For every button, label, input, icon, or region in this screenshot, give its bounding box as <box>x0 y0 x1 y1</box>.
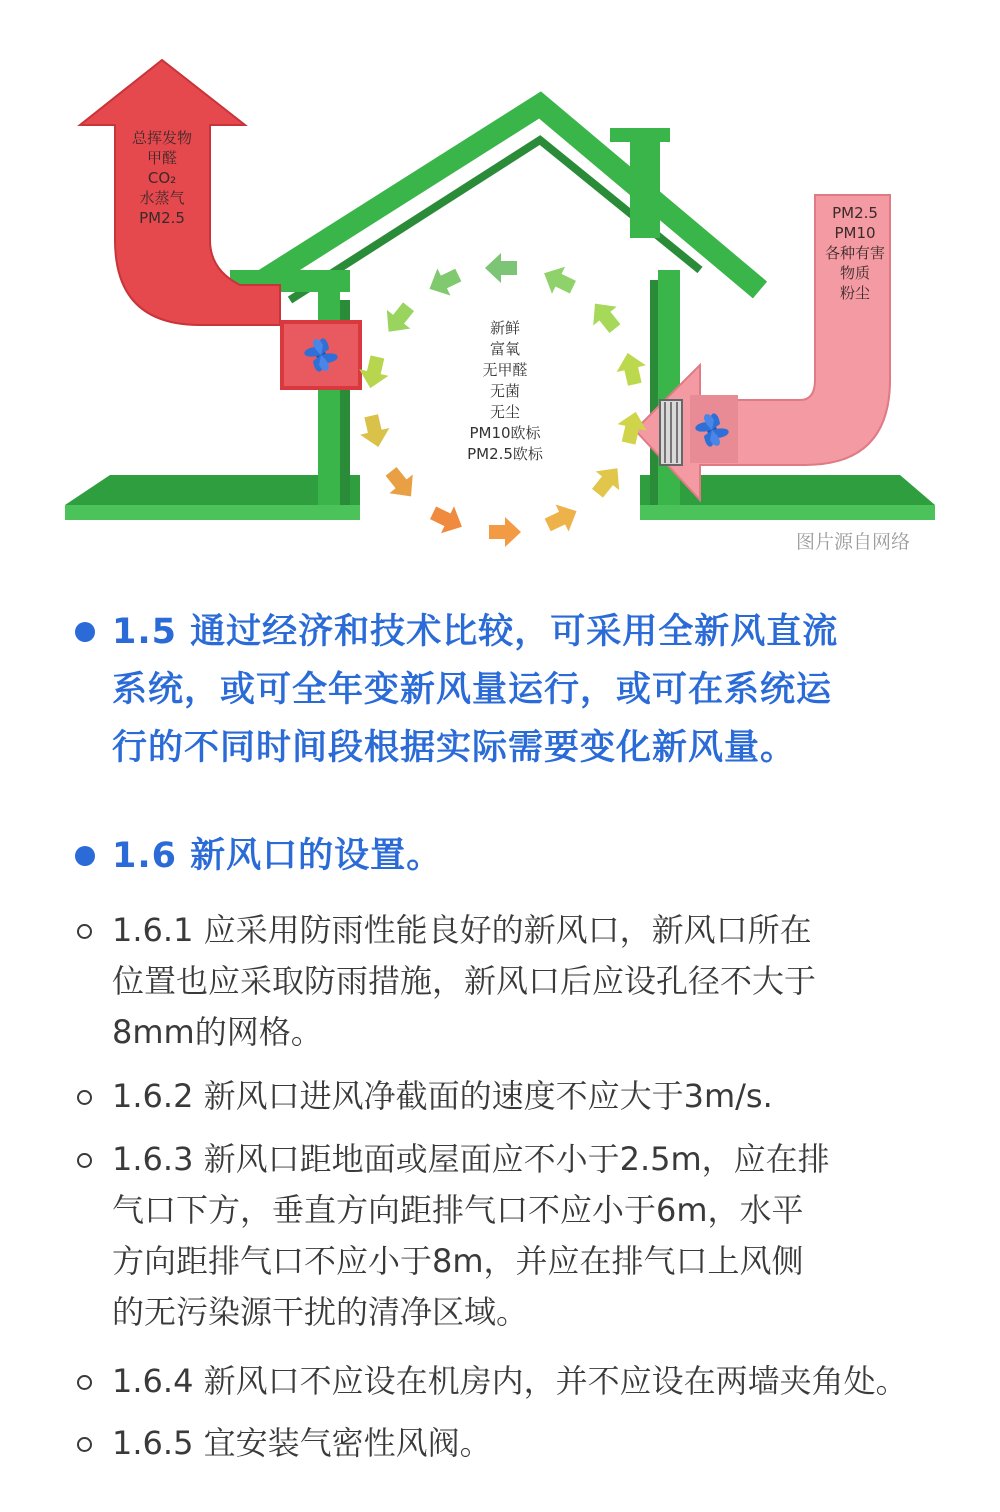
benefit-label: 无甲醛 <box>482 361 528 379</box>
filter-grille <box>660 400 682 465</box>
point-line: 系统，或可全年变新风量运行，或可在系统运 <box>112 670 833 710</box>
sub-item-line: 1.6.3 新风口距地面或屋面应不小于2.5m，应在排 <box>112 1140 830 1178</box>
sub-item-1-6-1 <box>112 905 932 1058</box>
bullet-dot <box>75 846 95 866</box>
point-line: 行的不同时间段根据实际需要变化新风量。 <box>112 728 797 768</box>
sub-item-line: 的无污染源干扰的清净区域。 <box>112 1293 529 1331</box>
intake-label: PM10 <box>834 224 876 242</box>
point-line: 1.6 新风口的设置。 <box>112 836 443 876</box>
circulation-arrow-icon <box>485 253 517 283</box>
bullet-dot <box>75 622 95 642</box>
sub-item-line: 1.6.4 新风口不应设在机房内，并不应设在两墙夹角处。 <box>112 1362 908 1400</box>
circulation-arrow-icon <box>538 260 580 301</box>
sub-item-line: 方向距排气口不应小于8m，并应在排气口上风侧 <box>112 1242 804 1280</box>
circulation-arrow-icon <box>357 412 393 450</box>
circulation-arrow-icon <box>541 498 583 539</box>
sub-item-line: 8mm的网格。 <box>112 1013 323 1051</box>
benefit-label: 无菌 <box>489 382 520 400</box>
sub-item-1-6-4 <box>112 1356 932 1407</box>
exhaust-label: 水蒸气 <box>139 189 185 207</box>
point-1-5 <box>112 603 952 777</box>
benefit-label: 新鲜 <box>489 319 520 337</box>
sub-item-line: 1.6.5 宜安装气密性风阀。 <box>112 1424 492 1462</box>
intake-label: 各种有害 <box>824 244 885 262</box>
sub-item-line: 气口下方，垂直方向距排气口不应小于6m，水平 <box>112 1191 804 1229</box>
benefit-label: 无尘 <box>489 403 520 421</box>
sub-item-1-6-2 <box>112 1071 932 1122</box>
circulation-arrow-icon <box>489 517 521 547</box>
sub-item-1-6-5 <box>112 1418 932 1469</box>
sub-item-1-6-3 <box>112 1134 932 1338</box>
intake-pollutant-labels <box>808 203 902 303</box>
exhaust-label: CO₂ <box>147 169 177 187</box>
exhaust-label: 甲醛 <box>146 149 177 167</box>
exhaust-pollutant-labels <box>118 128 206 228</box>
intake-label: 粉尘 <box>839 284 870 302</box>
sub-item-line: 位置也应采取防雨措施，新风口后应设孔径不大于 <box>112 962 817 1000</box>
sub-bullet-dot <box>77 1437 92 1452</box>
benefit-label: PM10欧标 <box>469 424 541 442</box>
intake-label: PM2.5 <box>832 204 878 222</box>
circulation-arrow-icon <box>427 499 469 540</box>
circulation-arrow-icon <box>586 459 629 503</box>
sub-bullet-dot <box>77 1375 92 1390</box>
image-source-caption: 图片源自网络 <box>795 531 910 553</box>
circulation-arrow-icon <box>613 350 649 388</box>
exhaust-label: 总挥发物 <box>131 129 192 147</box>
benefit-label: 富氧 <box>489 340 520 358</box>
benefit-label: PM2.5欧标 <box>467 445 543 463</box>
point-1-6 <box>112 827 952 885</box>
sub-item-line: 1.6.1 应采用防雨性能良好的新风口，新风口所在 <box>112 911 812 949</box>
sub-bullet-dot <box>77 1090 92 1105</box>
circulation-arrow-icon <box>583 294 626 338</box>
point-line: 1.5 通过经济和技术比较，可采用全新风直流 <box>112 612 839 652</box>
sub-item-line: 1.6.2 新风口进风净截面的速度不应大于3m/s. <box>112 1077 773 1115</box>
circulation-arrow-icon <box>377 297 420 341</box>
sub-bullet-dot <box>77 1153 92 1168</box>
exhaust-label: PM2.5 <box>139 209 185 227</box>
circulation-arrow-icon <box>423 262 465 303</box>
fresh-air-benefit-labels <box>440 318 570 465</box>
sub-bullet-dot <box>77 924 92 939</box>
circulation-arrow-icon <box>379 462 422 506</box>
intake-label: 物质 <box>839 264 870 282</box>
fresh-air-illustration <box>0 0 1000 575</box>
